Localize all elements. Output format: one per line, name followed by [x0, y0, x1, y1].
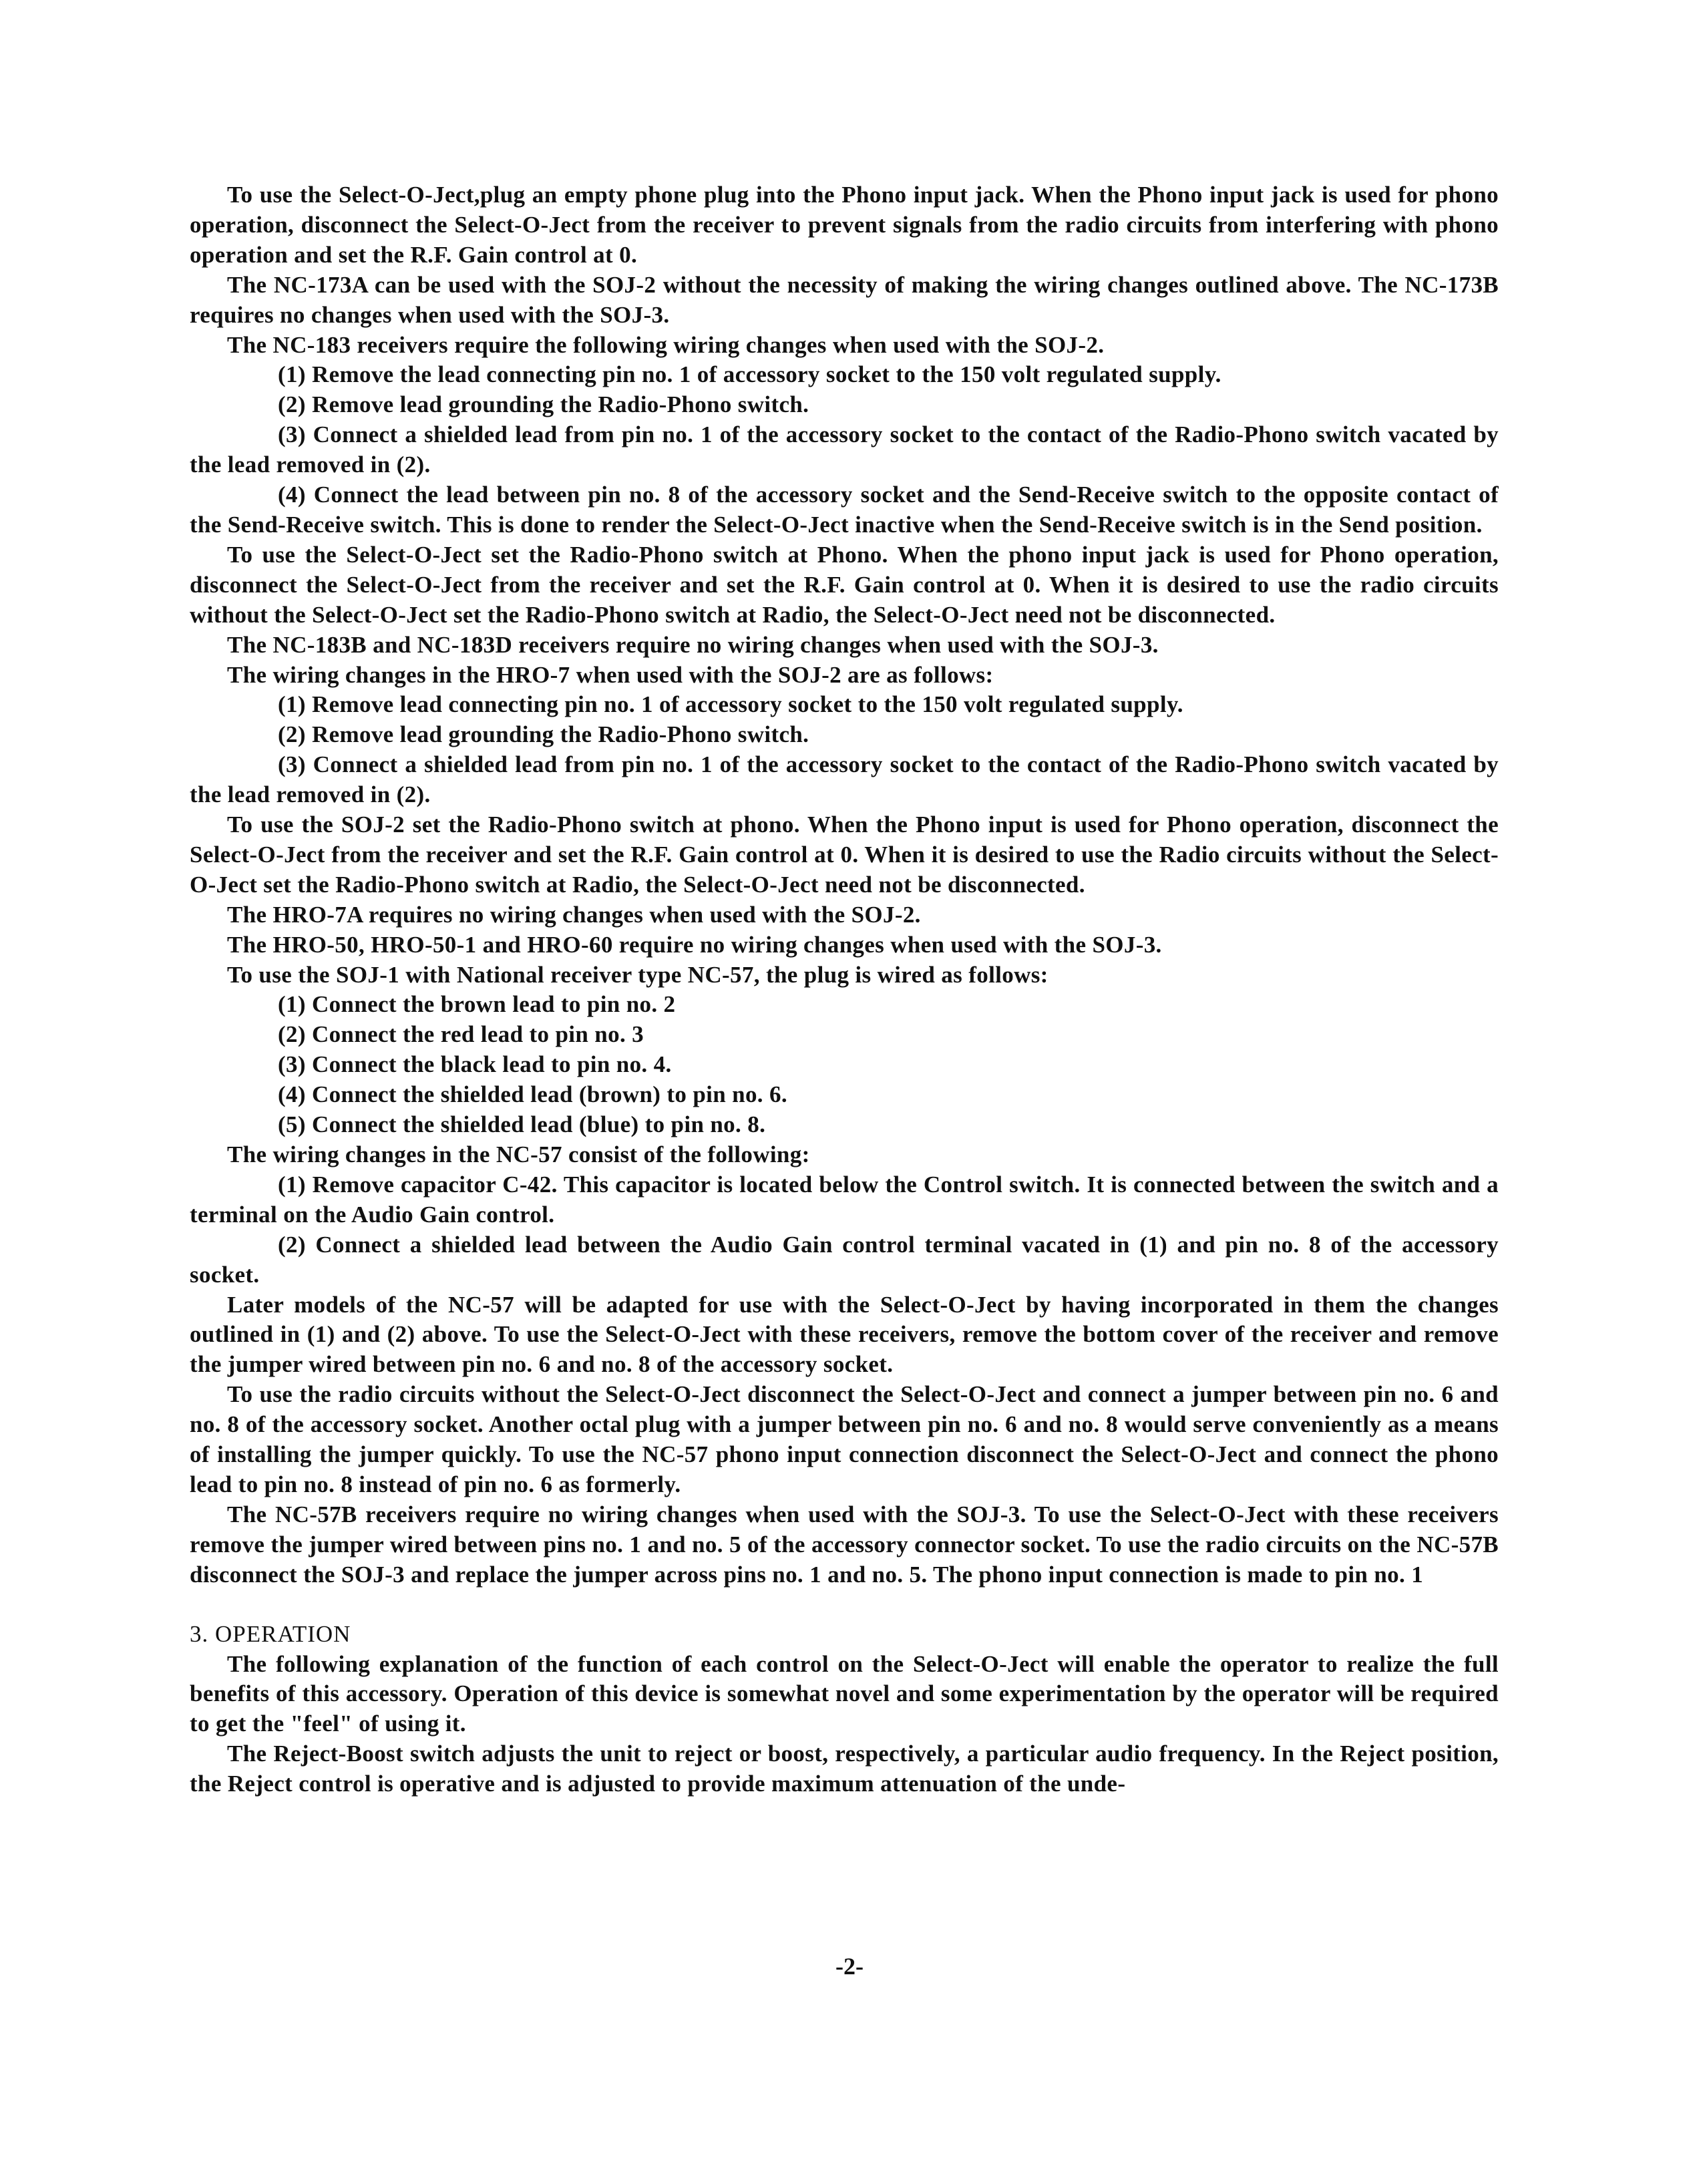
list-item: (3) Connect a shielded lead from pin no. 1 of the accessory socket to the contact of the Radio-Phono switch vacated by the lead removed in (2).	[190, 421, 1499, 478]
paragraph: The HRO-7A requires no wiring changes when used with the SOJ-2.	[227, 901, 921, 928]
paragraph: To use the Select-O-Ject,plug an empty phone plug into the Phono input jack. When the Phono input jack is used for phono operation, disconnect the Select-O-Ject from the receiver to prevent signals from the radio circuits from interfering with phono operation and set the R.F. Gain control at 0.	[190, 182, 1499, 268]
list-item: (1) Remove lead connecting pin no. 1 of accessory socket to the 150 volt regulated supply.	[278, 691, 1183, 718]
page-number: -2-	[835, 1953, 864, 1980]
list-item: (4) Connect the shielded lead (brown) to pin no. 6.	[278, 1081, 787, 1108]
paragraph: The wiring changes in the NC-57 consist of the following:	[227, 1141, 810, 1167]
paragraph: To use the radio circuits without the Select-O-Ject disconnect the Select-O-Ject and connect a jumper between pin no. 6 and no. 8 of the accessory socket. Another octal plug with a jumper between pin no. 6 and no. 8 would serve conveniently as a means of installing the jumper quickly. To use the NC-57 phono input connection disconnect the Select-O-Ject and connect the phono lead to pin no. 8 instead of pin no. 6 as formerly.	[190, 1381, 1499, 1497]
paragraph: The HRO-50, HRO-50-1 and HRO-60 require no wiring changes when used with the SOJ-3.	[227, 931, 1162, 958]
page-text	[190, 180, 1499, 1799]
paragraph: To use the SOJ-1 with National receiver type NC-57, the plug is wired as follows:	[227, 961, 1049, 988]
paragraph: The Reject-Boost switch adjusts the unit to reject or boost, respectively, a particular audio frequency. In the Reject position, the Reject control is operative and is adjusted to provide maximum attenuation of the unde-	[190, 1741, 1499, 1797]
list-item: (1) Remove the lead connecting pin no. 1 of accessory socket to the 150 volt regulated supply.	[278, 361, 1221, 388]
section-heading: 3. OPERATION	[190, 1620, 351, 1647]
list-item: (5) Connect the shielded lead (blue) to pin no. 8.	[278, 1111, 766, 1138]
paragraph: The wiring changes in the HRO-7 when used with the SOJ-2 are as follows:	[227, 661, 994, 688]
list-item: (3) Connect a shielded lead from pin no. 1 of the accessory socket to the contact of the Radio-Phono switch vacated by the lead removed in (2).	[190, 751, 1499, 808]
list-item: (2) Connect the red lead to pin no. 3	[278, 1021, 644, 1048]
paragraph: The following explanation of the function of each control on the Select-O-Ject will enable the operator to realize the full benefits of this accessory. Operation of this device is somewhat novel and some experimentation by the operator will be required to get the "feel" of using it.	[190, 1650, 1499, 1737]
paragraph: The NC-173A can be used with the SOJ-2 without the necessity of making the wiring changes outlined above. The NC-173B requires no changes when used with the SOJ-3.	[190, 271, 1499, 328]
list-item: (2) Connect a shielded lead between the Audio Gain control terminal vacated in (1) and pin no. 8 of the accessory socket.	[190, 1231, 1499, 1288]
paragraph: To use the Select-O-Ject set the Radio-Phono switch at Phono. When the phono input jack is used for Phono operation, disconnect the Select-O-Ject from the receiver and set the R.F. Gain control at 0. When it is desired to use the radio circuits without the Select-O-Ject set the Radio-Phono switch at Radio, the Select-O-Ject need not be disconnected.	[190, 541, 1499, 628]
paragraph: Later models of the NC-57 will be adapted for use with the Select-O-Ject by having incorporated in them the changes outlined in (1) and (2) above. To use the Select-O-Ject with these receivers, remove the bottom cover of the receiver and remove the jumper wired between pin no. 6 and no. 8 of the accessory socket.	[190, 1291, 1499, 1378]
list-item: (2) Remove lead grounding the Radio-Phono switch.	[278, 391, 809, 418]
list-item: (4) Connect the lead between pin no. 8 of the accessory socket and the Send-Receive switch to the opposite contact of the Send-Receive switch. This is done to render the Select-O-Ject inactive when the Send-Receive switch is in the Send position.	[190, 482, 1499, 538]
paragraph: The NC-183B and NC-183D receivers require no wiring changes when used with the SOJ-3.	[227, 631, 1159, 658]
list-item: (2) Remove lead grounding the Radio-Phono switch.	[278, 721, 809, 748]
paragraph: The NC-57B receivers require no wiring changes when used with the SOJ-3. To use the Select-O-Ject with these receivers remove the jumper wired between pins no. 1 and no. 5 of the accessory connector socket. To use the radio circuits on the NC-57B disconnect the SOJ-3 and replace the jumper across pins no. 1 and no. 5. The phono input connection is made to pin no. 1	[190, 1501, 1499, 1588]
paragraph: To use the SOJ-2 set the Radio-Phono switch at phono. When the Phono input is used for Phono operation, disconnect the Select-O-Ject from the receiver and set the R.F. Gain control at 0. When it is desired to use the Radio circuits without the Select-O-Ject set the Radio-Phono switch at Radio, the Select-O-Ject need not be disconnected.	[190, 811, 1499, 898]
paragraph: The NC-183 receivers require the following wiring changes when used with the SOJ-2.	[227, 331, 1105, 358]
list-item: (1) Remove capacitor C-42. This capacitor is located below the Control switch. It is connected between the switch and a terminal on the Audio Gain control.	[190, 1171, 1499, 1228]
list-item: (1) Connect the brown lead to pin no. 2	[278, 991, 676, 1018]
list-item: (3) Connect the black lead to pin no. 4.	[278, 1051, 672, 1078]
